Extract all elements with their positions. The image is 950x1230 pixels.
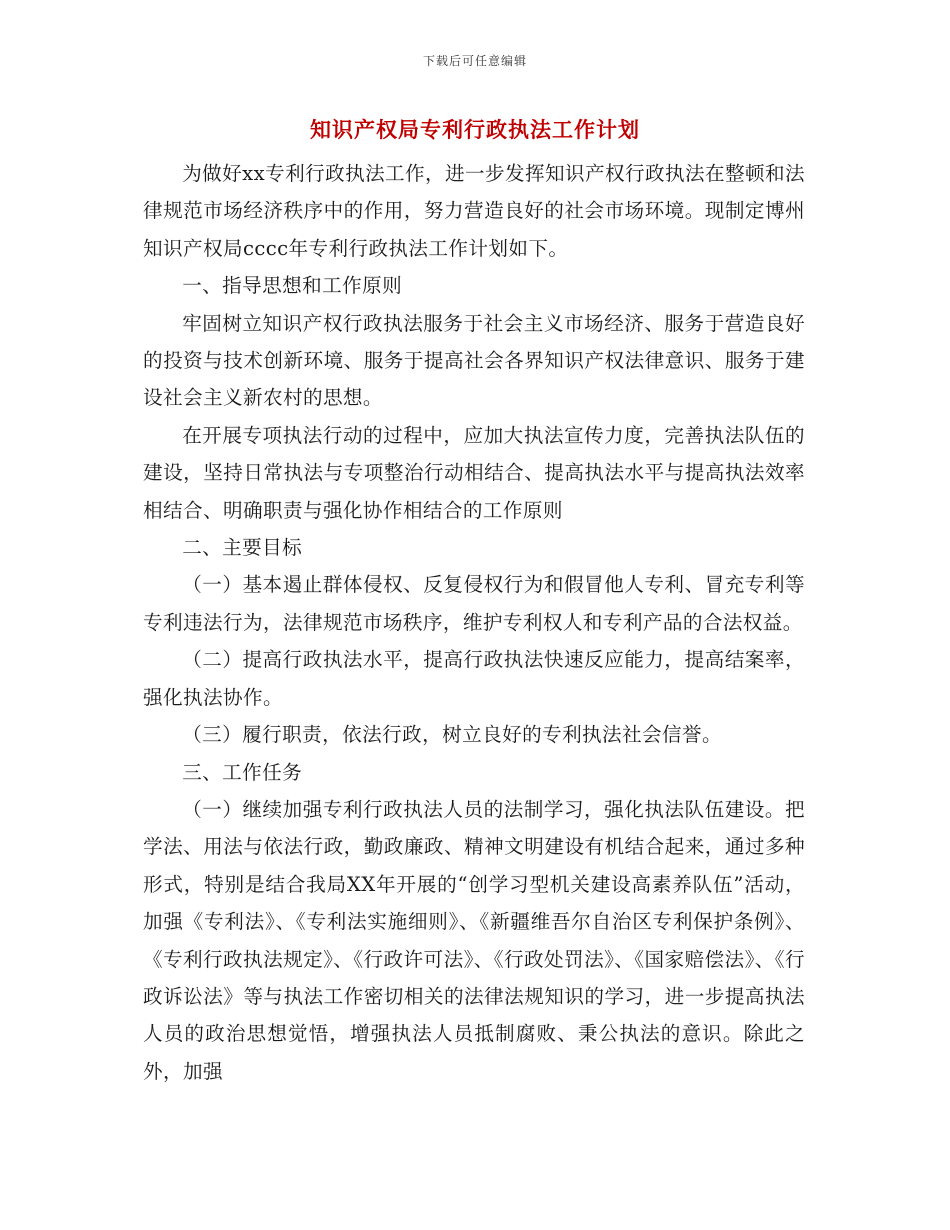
section-heading-2: 二、主要目标 xyxy=(182,536,303,560)
paragraph-intro: 为做好xx专利行政执法工作，进一步发挥知识产权行政执法在整顿和法律规范市场经济秩序中的作用，努力营造良好的社会市场环境。现制定博州知识产权局cccc年专利行政执法工作计划如下。 xyxy=(143,162,805,260)
paragraph-work-principles: 在开展专项执法行动的过程中，应加大执法宣传力度，完善执法队伍的建设，坚持日常执法与专项整治行动相结合、提高执法水平与提高执法效率相结合、明确职责与强化协作相结合的工作原则 xyxy=(143,423,805,522)
document-body xyxy=(143,155,805,1090)
paragraph-task-1: （一）继续加强专利行政执法人员的法制学习，强化执法队伍建设。把学法、用法与依法行政，勤政廉政、精神文明建设有机结合起来，通过多种形式，特别是结合我局XX年开展的“创学习型机关建设高素养队伍”活动，加强《专利法》、《专利法实施细则》、《新疆维吾尔自治区专利保护条例》、《专利行政执法规定》、《行政许可法》、《行政处罚法》、《国家赔偿法》、《行政诉讼法》等与执法工作密切相关的法律法规知识的学习，进一步提高执法人员的政治思想觉悟，增强执法人员抵制腐败、秉公执法的意识。除此之外，加强 xyxy=(143,797,805,1083)
document-title: 知识产权局专利行政执法工作计划 xyxy=(310,117,640,142)
paragraph-guiding-thought: 牢固树立知识产权行政执法服务于社会主义市场经济、服务于营造良好的投资与技术创新环境、服务于提高社会各界知识产权法律意识、服务于建设社会主义新农村的思想。 xyxy=(143,311,805,410)
section-heading-3: 三、工作任务 xyxy=(182,760,303,784)
paragraph-goal-1: （一）基本遏止群体侵权、反复侵权行为和假冒他人专利、冒充专利等专利违法行为，法律规范市场秩序，维护专利权人和专利产品的合法权益。 xyxy=(143,573,805,634)
paragraph-goal-2: （二）提高行政执法水平，提高行政执法快速反应能力，提高结案率，强化执法协作。 xyxy=(143,648,805,709)
page-header-note: 下载后可任意编辑 xyxy=(422,54,527,68)
section-heading-1: 一、指导思想和工作原则 xyxy=(182,274,403,298)
paragraph-goal-3: （三）履行职责，依法行政，树立良好的专利执法社会信誉。 xyxy=(182,723,723,747)
